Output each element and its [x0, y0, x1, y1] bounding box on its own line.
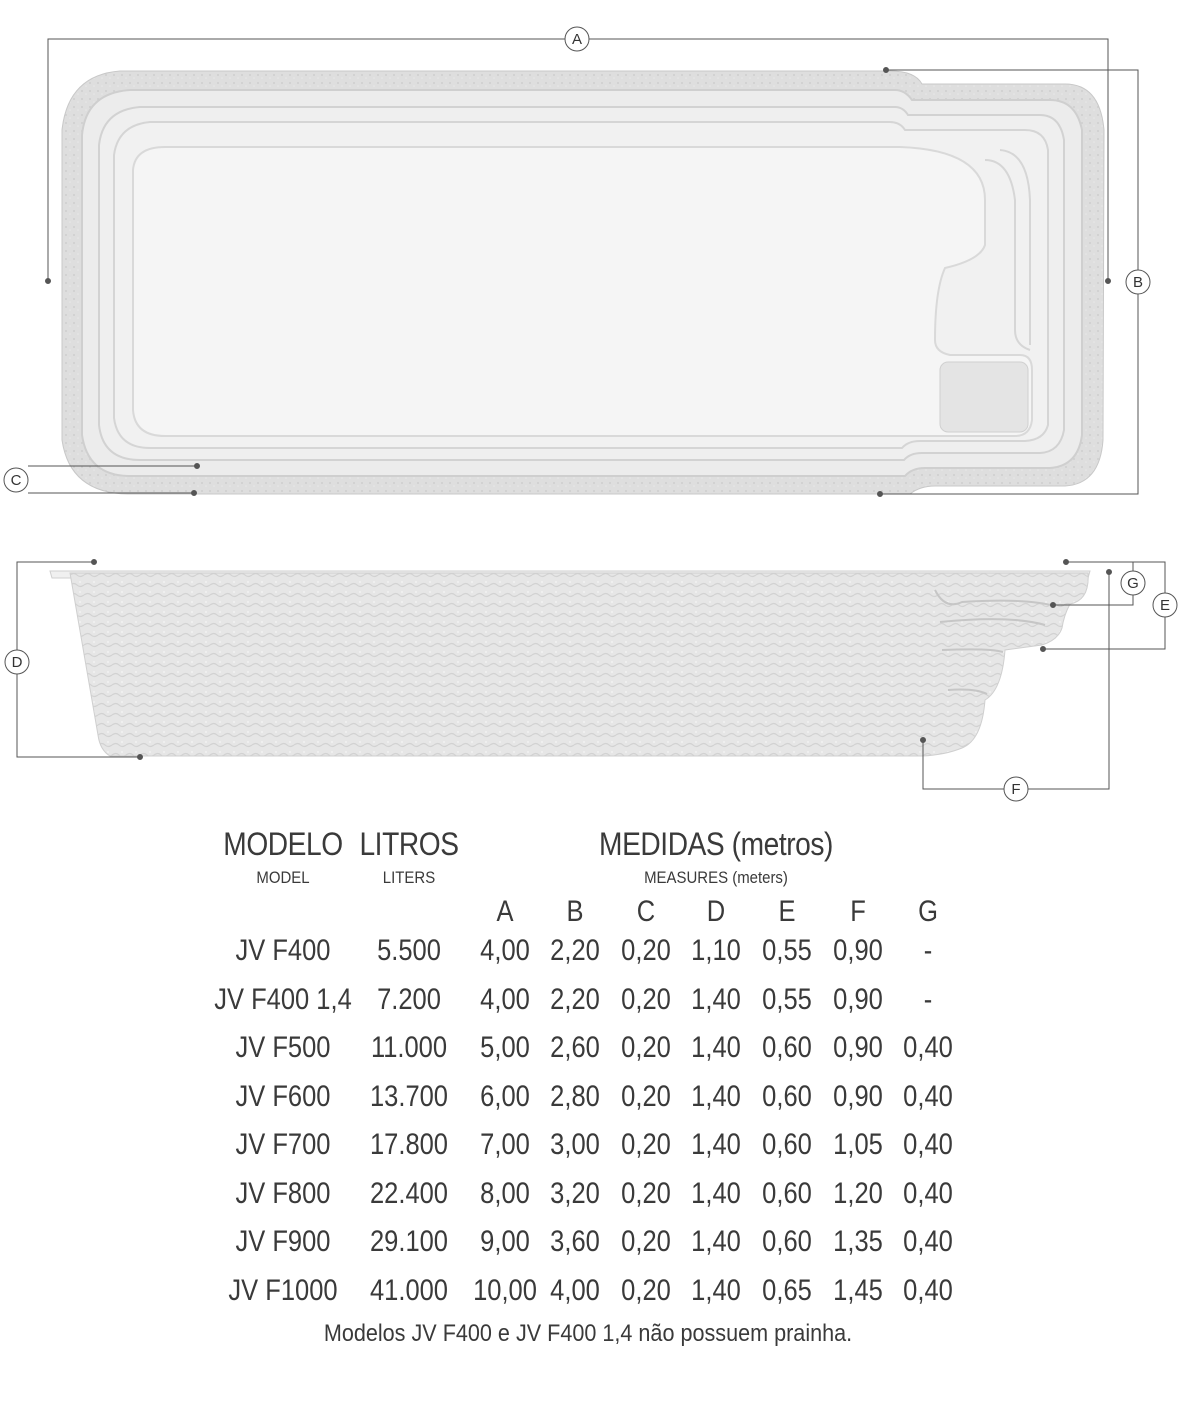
row-liters: 7.200 [377, 982, 441, 1016]
row-value-e: 0,60 [762, 1079, 812, 1113]
row-value-b: 2,20 [550, 982, 600, 1016]
row-value-g: 0,40 [903, 1031, 953, 1064]
pool-floor [133, 147, 1032, 436]
dimension-e-label: E [1159, 597, 1171, 614]
row-value-b: 2,20 [550, 934, 600, 967]
row-liters: 29.100 [369, 1225, 449, 1258]
row-value-d: 1,40 [691, 1079, 741, 1113]
row-value-d: 1,40 [691, 1273, 741, 1307]
column-header-b: B [566, 895, 584, 928]
dimension-a-label: A [571, 31, 583, 48]
row-value-f: 1,35 [833, 1225, 883, 1258]
row-value-g: 0,40 [903, 1176, 953, 1210]
row-liters: 17.800 [369, 1128, 449, 1161]
dimension-b-label: B [1132, 274, 1144, 291]
pool-top-view [62, 71, 1104, 494]
column-header-a: A [496, 895, 514, 928]
row-value-b: 4,00 [550, 1273, 600, 1307]
liters-header-en: LITERS [382, 868, 436, 887]
row-value-b: 3,20 [550, 1176, 600, 1210]
row-value-e: 0,55 [762, 934, 812, 967]
row-value-g: 0,40 [903, 1079, 953, 1113]
column-header-d: D [706, 895, 726, 928]
row-value-c: 0,20 [621, 1273, 671, 1307]
row-value-e: 0,65 [762, 1273, 812, 1307]
row-value-g: - [923, 934, 933, 967]
row-value-g: 0,40 [903, 1128, 953, 1161]
row-value-c: 0,20 [621, 1225, 671, 1258]
row-model: JV F800 [235, 1176, 331, 1210]
pool-side-view [50, 571, 1090, 756]
row-value-f: 1,20 [833, 1176, 883, 1210]
row-value-e: 0,60 [762, 1225, 812, 1258]
measures-header-en: MEASURES (meters) [644, 868, 788, 887]
row-value-b: 2,60 [550, 1031, 600, 1064]
row-value-c: 0,20 [621, 1128, 671, 1161]
row-value-a: 9,00 [480, 1225, 530, 1258]
row-value-c: 0,20 [621, 1079, 671, 1113]
row-value-g: 0,40 [903, 1225, 953, 1258]
row-value-f: 1,05 [833, 1128, 883, 1161]
row-value-e: 0,60 [762, 1031, 812, 1064]
column-header-e: E [778, 895, 796, 928]
liters-header: LITROS [359, 826, 459, 862]
row-value-a: 7,00 [480, 1128, 530, 1161]
row-value-e: 0,60 [762, 1176, 812, 1210]
row-value-f: 0,90 [833, 982, 883, 1016]
row-model: JV F600 [235, 1079, 331, 1113]
row-value-b: 2,80 [550, 1079, 600, 1113]
dimension-d-label: D [11, 654, 23, 671]
row-value-c: 0,20 [621, 1031, 671, 1064]
row-value-a: 4,00 [480, 934, 530, 967]
row-model: JV F900 [235, 1225, 331, 1258]
row-value-e: 0,55 [762, 982, 812, 1016]
row-value-b: 3,00 [550, 1128, 600, 1161]
pool-side-body [70, 573, 1088, 756]
pool-beach-area [940, 362, 1028, 432]
row-liters: 5.500 [377, 934, 441, 967]
row-value-g: 0,40 [903, 1273, 953, 1307]
row-value-d: 1,40 [691, 1128, 741, 1161]
row-model: JV F700 [235, 1128, 331, 1161]
column-header-f: F [850, 895, 866, 928]
row-value-a: 10,00 [473, 1273, 537, 1307]
dimension-f-label: F [1011, 781, 1021, 798]
row-value-d: 1,40 [691, 1031, 741, 1064]
row-value-a: 5,00 [480, 1031, 530, 1064]
dimension-g-label: G [1127, 575, 1139, 592]
row-value-d: 1,40 [691, 1176, 741, 1210]
row-value-d: 1,10 [691, 934, 741, 967]
row-liters: 22.400 [369, 1176, 449, 1210]
column-header-g: G [918, 895, 938, 928]
column-header-c: C [636, 895, 656, 928]
row-value-f: 0,90 [833, 934, 883, 967]
row-model: JV F400 1,4 [214, 982, 352, 1016]
row-value-a: 8,00 [480, 1176, 530, 1210]
row-liters: 13.700 [369, 1079, 449, 1113]
row-model: JV F1000 [228, 1273, 338, 1307]
row-value-b: 3,60 [550, 1225, 600, 1258]
measures-header: MEDIDAS (metros) [599, 826, 833, 862]
spec-table [0, 820, 1182, 1380]
dimension-c-label: C [10, 472, 22, 489]
row-value-c: 0,20 [621, 1176, 671, 1210]
row-value-c: 0,20 [621, 934, 671, 967]
model-header-en: MODEL [256, 868, 310, 887]
row-value-a: 4,00 [480, 982, 530, 1016]
row-value-f: 0,90 [833, 1079, 883, 1113]
row-model: JV F500 [235, 1031, 331, 1064]
row-value-f: 0,90 [833, 1031, 883, 1064]
row-value-f: 1,45 [833, 1273, 883, 1307]
footnote: Modelos JV F400 e JV F400 1,4 não possuem prainha. [323, 1320, 853, 1347]
row-value-d: 1,40 [691, 982, 741, 1016]
row-model: JV F400 [235, 934, 331, 967]
row-liters: 11.000 [370, 1031, 448, 1064]
row-value-d: 1,40 [691, 1225, 741, 1258]
row-value-a: 6,00 [480, 1079, 530, 1113]
row-value-c: 0,20 [621, 982, 671, 1016]
row-liters: 41.000 [369, 1273, 449, 1307]
model-header: MODELO [223, 826, 343, 862]
row-value-e: 0,60 [762, 1128, 812, 1161]
row-value-g: - [923, 982, 933, 1016]
